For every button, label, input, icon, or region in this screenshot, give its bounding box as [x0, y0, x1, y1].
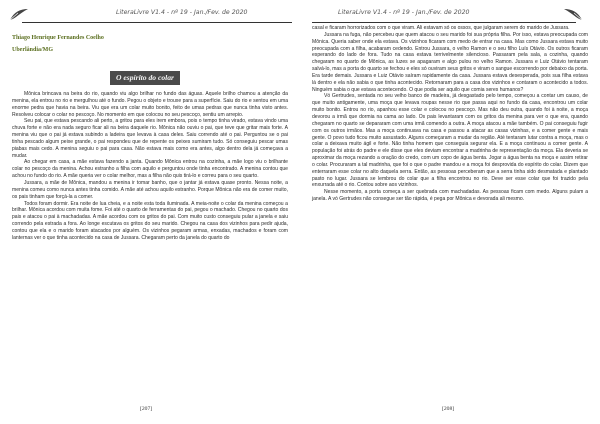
header-text: LiteraLivre V1.4 - nº 19 - Jan./Fev. de 2020 — [116, 9, 248, 16]
paragraph: casal e ficaram horrorizados com o que viram. Ali estavam só os ossos, que julgaram serem do marido de Jussara. — [312, 25, 570, 31]
paragraph: Todos foram dormir. Era noite de lua cheia, e a noite esta toda iluminada. A meia-noite o colar da menina começou a brilhar. Mônica acordou com muita fome. Foi até o quarto de ferramentas do pai, pegou o machado. Chegou no quarto dos pais e atacou o pai à machadadas. A mãe acordou com os gritos do pai. Com muito custo conseguiu pular a janela e saiu correndo pela estrada a fora. Ao longe escutava os gritos do seu marido. Chegou na casa dos vizinhos para pedir ajuda, contou que ela e o marido foram atacados por alguém. Os vizinhos pegaram armas, enxadas, machados e foram com lanternas ver o que tinha acontecido na casa de Jussara. Chegaram perto da janela do quarto do — [12, 200, 288, 241]
page-number: [207] — [140, 406, 153, 412]
author-city: Uberlândia/MG — [12, 47, 54, 53]
header-text: LiteraLivre V1.4 - nº 19 - Jan./Fev. de 2020 — [338, 9, 470, 16]
paragraph: Seu pai, que estava pescando ali perto, a gritou para eles irem embora, pois o tempo tinha virado, estava vindo uma chuva forte e não era nada seguro ficar ali na beira daquele rio. Mônica não ouviu o pai, que teve que gritar mais forte. A menina viu que o pai já estava subindo a ladeira que levava à casa deles. Saiu correndo até o pai. Perguntou se o pai tinha pescado algum peixe grande, o pai respondeu que de repente os peixes sumiram tudo. Só conseguiu pescar umas piabas mais cedo. A menina seguiu o pai para casa. Não estava mais como era antes, algo dentro dela já começava a mudar. — [12, 118, 288, 159]
right-page — [300, 0, 600, 424]
header-rule — [312, 22, 576, 23]
paragraph: Jussara na fuga, não percebeu que quem atacou o seu marido foi sua própria filha. Por isso, estava preocupada com Mônica. Queria saber onde ela estava. Os vizinhos ficaram com medo de entrar na casa. Mas como Jussara estava muito preocupada com a filha, acabaram cedendo. Entrou Jussara, o velho Ramon e o seu filho Luís Otávio. Os outros ficaram esperando do lado de fora. Tudo na casa estava terrivelmente silencioso. Passaram pela sala, a cozinha, quando chegaram no quarto de Mônica, as luzes se apagaram e algo pulou no velho Ramon. Jussara e Luiz Otávio tentaram salvá-lo, mas a porta do quarto se fechou e eles só ouviram seus gritos e viram o sangue escorrendo por debaixo da porta. Era tarde demais. Jussara e Luiz Otávio saíram rapidamente da casa. Jussara estava desesperada, pois sua filha estava lá dentro e ela não sabia o que tinha acontecido. Retornaram para a casa dos vizinhos e contaram o acontecido a todos. Ninguém sabia o que estava acontecendo. O que podia ser aquilo que comia seres humanos? — [312, 31, 588, 93]
story-body-left — [12, 91, 288, 242]
quill-ornament-icon — [562, 8, 584, 22]
paragraph: Mônica brincava na beira do rio, quando viu algo brilhar no fundo das águas. Aquele brilho chamou a atenção da menina, ela entrou no rio e mergulhou até o fundo. Pegou o objeto e trouxe para a superfície. Saiu do rio e sentou em uma enorme pedra que havia na beira. Viu que era um colar muito bonito, feito de umas pedras que nunca tinha visto antes. Resolveu colocar o colar no pescoço. No momento em que colocou no seu pescoço, sentiu um arrepio. — [12, 91, 288, 118]
story-body-right — [312, 25, 588, 203]
author-name: Thiago Henrique Fernandes Coelho — [12, 35, 104, 41]
paragraph: Jussara, a mãe de Mônica, mandou a menina ir tomar banho, que o jantar já estava quase pronto. Nessa noite, a menina comeu como nunca antes tinha comido. A mãe até achou aquilo estranho. Porque Mônica não era de comer muito, os pais tinham que forçá-la a comer. — [12, 179, 288, 200]
paragraph: Ao chegar em casa, a mãe estava fazendo a janta. Quando Mônica entrou na cozinha, a mãe logo viu o brilhante colar no pescoço da menina. Achou estranho a filha com aquilo e perguntou onde tinha encontrado. A menina contou que achou no fundo do rio. A mãe queria ver o colar melhor, mas a filha não quis tirá-lo e correu para o seu quarto. — [12, 159, 288, 180]
quill-ornament-icon — [8, 8, 30, 22]
story-title: O espírito do colar — [110, 71, 180, 85]
page-header — [0, 8, 300, 20]
header-rule — [22, 22, 292, 23]
page-header — [300, 8, 600, 20]
paragraph: Nesse momento, a porta começa a ser quebrada com machadadas. As pessoas ficam com medo. Alguns pulam a janela. A vó Gertrudes não consegue ser tão rápida, é pega por Mônica e devorada ali mesmo. — [312, 189, 588, 203]
paragraph: Vó Gertrudes, sentada no seu velho banco de madeira, já desgastado pelo tempo, começou a contar um causo, de que muito antigamente, uma moça que levava roupas nesse rio que passa aqui no fundo da casa, encontrou um colar muito bonito. Entrou no rio, apanhou esse colar e colocou no pescoço. Mas não deu outra, quando foi à noite, a moça devorou a irmã que dormia na cama ao lado. Os pais levantaram com os gritos da menina para ver o que era, quando chegaram no quarto se depararam com uma irmã comendo a outra. A moça atacou a mãe também. O pai conseguiu fugir com os outros irmãos. Mas a moça continuava na casa e passou a atacar as casas vizinhas, e a comer gente e mais gente. O povo tudo ficou muito assustado. Alguns começaram a mudar da região. Até tentaram lutar contra a moça, mas o colar a deixava muito ágil e forte. Não tinha homem que conseguia segurar ela. E a moça continuou a comer gente. A população foi atrás do padre e ele disse que eles deviam encontrar a madrinha de representação da moça. Ela deveria se aproximar da moça rezando a oração do credo, com um copo de água benta. Jogar a água benta na moça e assim retirar o colar. Procuraram a tal madrinha, que foi o que o padre mandou e a moça foi desprovida do espírito do colar. Dizem que enterraram esse colar no alto daquela serra. Então, as pessoas perceberam que a serra tinha sido desmatada e plantado pasto no lugar. Jussara se lembrou do colar que a filha encontrou no rio. Deve ser esse colar que foi trazido pela enxurrada até o rio. Contou sobre aos vizinhos. — [312, 93, 588, 189]
page-number: [208] — [442, 406, 455, 412]
